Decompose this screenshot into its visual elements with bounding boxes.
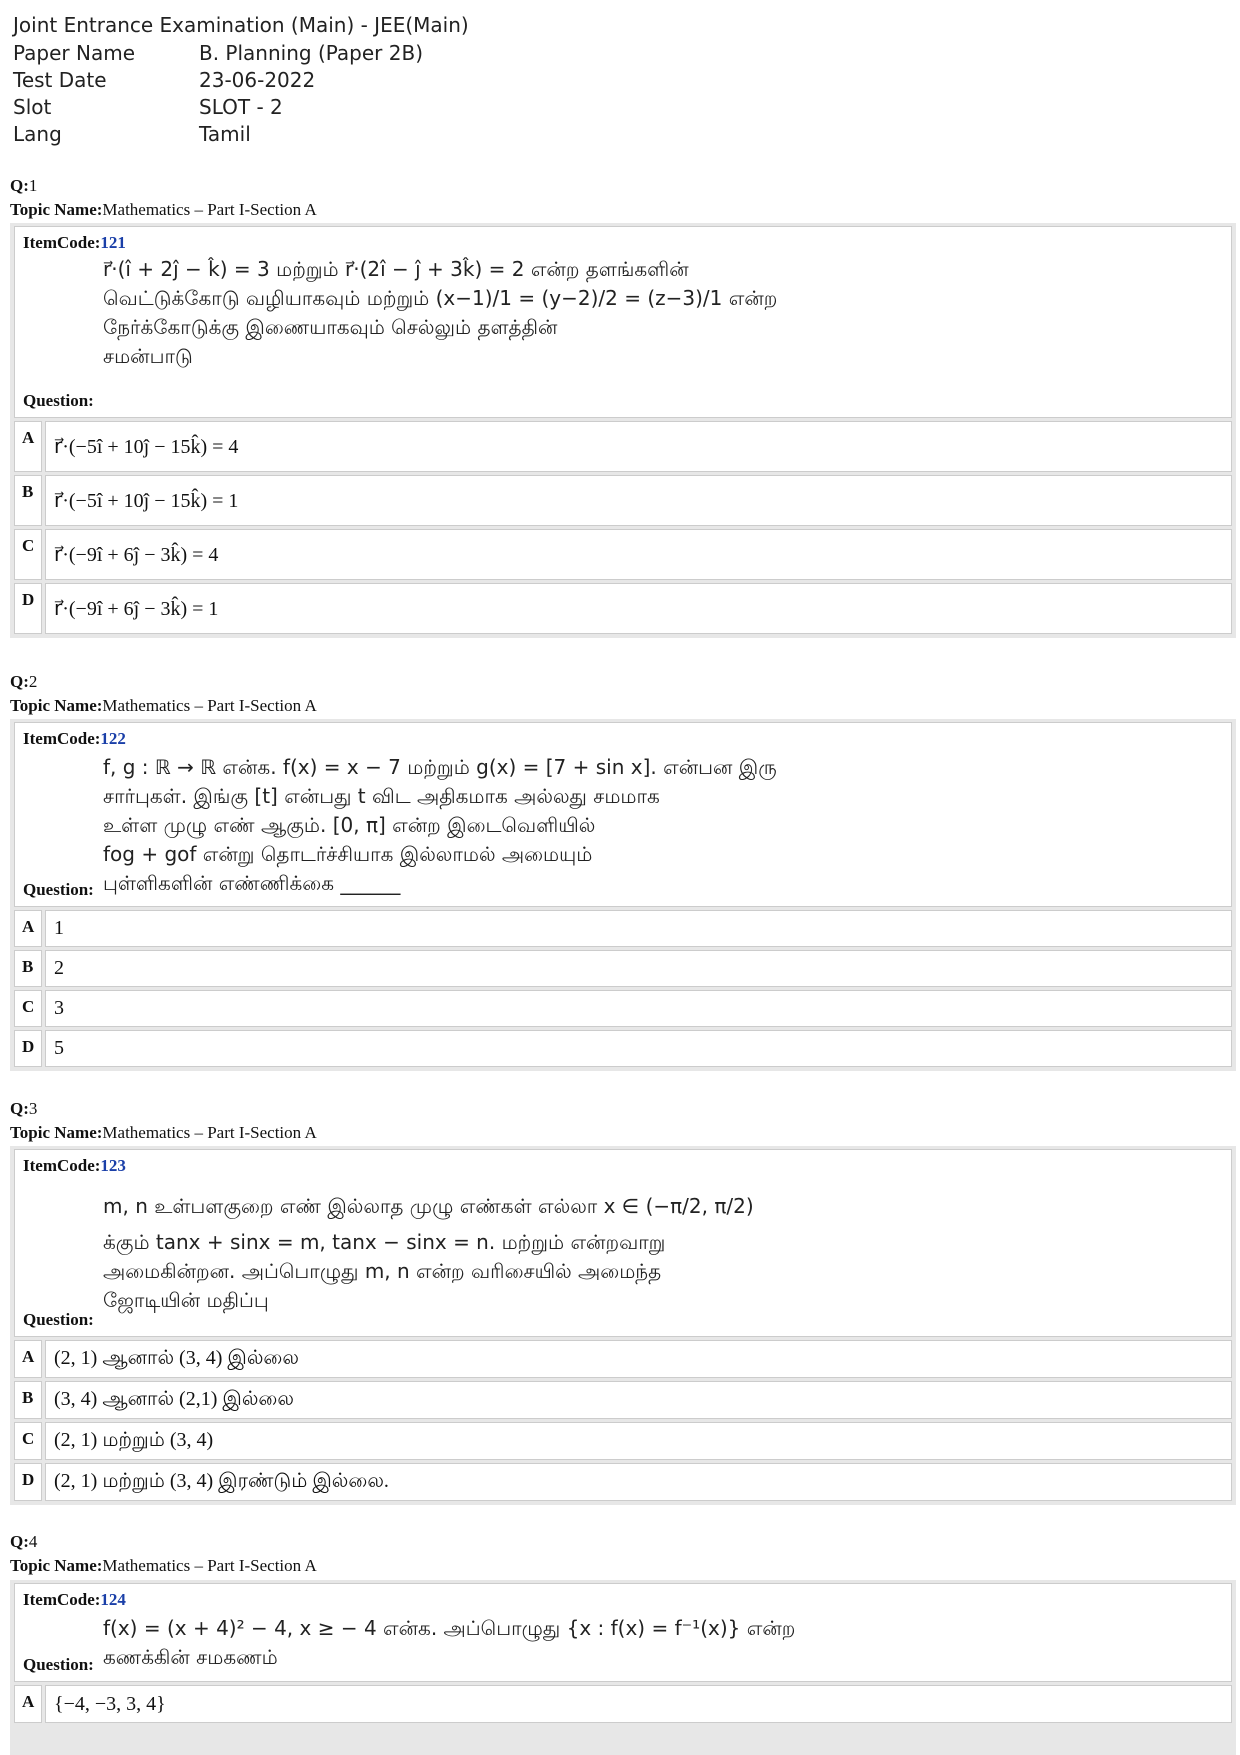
stem-line: வெட்டுக்கோடு வழியாகவும் மற்றும் (x−1)/1 = (y−2)/2 = (z−3)/1 என்ற <box>103 286 778 310</box>
stem-line: m, n உள்பளகுறை எண் இல்லாத முழு எண்கள் எல்லா x ∈ (−π/2, π/2) <box>103 1194 754 1218</box>
meta-key: Test Date <box>13 68 107 92</box>
item-code: ItemCode:121 <box>23 233 126 252</box>
option-text: (2, 1) மற்றும் (3, 4) <box>45 1422 1232 1460</box>
option-text: r⃗·(−5î + 10ĵ − 15k̂) = 1 <box>45 475 1232 526</box>
option-letter: C <box>14 529 42 580</box>
q-prefix: Q: <box>10 1099 29 1118</box>
question-number: 3 <box>28 1099 38 1118</box>
question-label: Question: <box>23 880 94 899</box>
option-a[interactable] <box>14 1685 1232 1723</box>
question-text <box>103 255 1211 371</box>
option-text: 1 <box>45 910 1232 947</box>
option-c[interactable] <box>14 990 1232 1027</box>
option-text: 5 <box>45 1030 1232 1067</box>
stem-line: f, g : ℝ → ℝ என்க. f(x) = x − 7 மற்றும் g(x) = [7 + sin x]. என்பன இரு <box>103 755 777 779</box>
option-letter: D <box>14 1030 42 1067</box>
option-a[interactable] <box>14 910 1232 947</box>
option-text: {−4, −3, 3, 4} <box>45 1685 1232 1723</box>
question-4-header <box>10 1530 317 1578</box>
option-text: (2, 1) மற்றும் (3, 4) இரண்டும் இல்லை. <box>45 1463 1232 1501</box>
option-letter: C <box>14 990 42 1027</box>
option-text: 2 <box>45 950 1232 987</box>
option-text: r⃗·(−5î + 10ĵ − 15k̂) = 4 <box>45 421 1232 472</box>
option-b[interactable] <box>14 950 1232 987</box>
option-letter: B <box>14 1381 42 1419</box>
stem-line: கணக்கின் சமகணம் <box>103 1645 278 1669</box>
question-2-box <box>10 719 1236 1071</box>
topic-name: Mathematics – Part I-Section A <box>102 1123 317 1142</box>
meta-value: B. Planning (Paper 2B) <box>199 41 423 65</box>
exam-title: Joint Entrance Examination (Main) - JEE(Main) <box>13 13 469 37</box>
option-letter: A <box>14 910 42 947</box>
question-1-box <box>10 223 1236 638</box>
option-text: 3 <box>45 990 1232 1027</box>
question-3-header <box>10 1097 317 1145</box>
option-a[interactable] <box>14 421 1232 472</box>
meta-row-slot <box>13 94 469 121</box>
question-label: Question: <box>23 1310 94 1329</box>
question-3-box <box>10 1146 1236 1505</box>
question-1-header <box>10 174 317 222</box>
option-text: r⃗·(−9î + 6ĵ − 3k̂) = 1 <box>45 583 1232 634</box>
item-code: ItemCode:123 <box>23 1156 126 1175</box>
option-text: r⃗·(−9î + 6ĵ − 3k̂) = 4 <box>45 529 1232 580</box>
meta-row-paper-name <box>13 40 469 67</box>
question-number: 4 <box>28 1532 38 1551</box>
option-letter: A <box>14 1340 42 1378</box>
meta-row-test-date <box>13 67 469 94</box>
document-header <box>13 10 469 148</box>
question-4-box <box>10 1580 1236 1755</box>
topic-name: Mathematics – Part I-Section A <box>102 1556 317 1575</box>
meta-key: Slot <box>13 95 52 119</box>
item-code-value: 121 <box>100 233 126 252</box>
question-text <box>103 1614 1211 1672</box>
option-c[interactable] <box>14 1422 1232 1460</box>
topic-name: Mathematics – Part I-Section A <box>102 696 317 715</box>
meta-row-lang <box>13 121 469 148</box>
option-d[interactable] <box>14 583 1232 634</box>
question-stem <box>14 1583 1232 1682</box>
question-number: 1 <box>28 176 38 195</box>
question-stem <box>14 722 1232 907</box>
option-letter: D <box>14 583 42 634</box>
question-label: Question: <box>23 1655 94 1674</box>
stem-line: fog + gof என்று தொடர்ச்சியாக இல்லாமல் அமையும் <box>103 842 593 866</box>
meta-key: Paper Name <box>13 41 136 65</box>
stem-line: அமைகின்றன. அப்பொழுது m, n என்ற வரிசையில் அமைந்த <box>103 1259 662 1283</box>
question-stem <box>14 1149 1232 1337</box>
stem-line: f(x) = (x + 4)² − 4, x ≥ − 4 என்க. அப்பொழுது {x : f(x) = f⁻¹(x)} என்ற <box>103 1616 796 1640</box>
question-stem <box>14 226 1232 418</box>
meta-key: Lang <box>13 122 62 146</box>
stem-line: க்கும் tanx + sinx = m, tanx − sinx = n. மற்றும் என்றவாறு <box>103 1230 666 1254</box>
option-a[interactable] <box>14 1340 1232 1378</box>
option-letter: B <box>14 950 42 987</box>
option-d[interactable] <box>14 1030 1232 1067</box>
topic-prefix: Topic Name: <box>10 1123 103 1142</box>
item-code: ItemCode:124 <box>23 1590 126 1609</box>
topic-prefix: Topic Name: <box>10 200 103 219</box>
meta-value: 23-06-2022 <box>199 68 316 92</box>
topic-name: Mathematics – Part I-Section A <box>102 200 317 219</box>
topic-prefix: Topic Name: <box>10 696 103 715</box>
meta-value: SLOT - 2 <box>199 95 283 119</box>
option-letter: A <box>14 1685 42 1723</box>
option-b[interactable] <box>14 1381 1232 1419</box>
stem-line: புள்ளிகளின் எண்ணிக்கை ______ <box>103 871 401 895</box>
item-code-value: 122 <box>100 729 126 748</box>
option-letter: A <box>14 421 42 472</box>
stem-line: உள்ள முழு எண் ஆகும். [0, π] என்ற இடைவெளியில் <box>103 813 596 837</box>
option-letter: C <box>14 1422 42 1460</box>
question-number: 2 <box>28 672 38 691</box>
option-letter: D <box>14 1463 42 1501</box>
stem-line: சமன்பாடு <box>103 344 193 368</box>
q-prefix: Q: <box>10 176 29 195</box>
stem-line: r⃗·(î + 2ĵ − k̂) = 3 மற்றும் r⃗·(2î − ĵ + 3k̂) = 2 என்ற தளங்களின் <box>103 257 689 281</box>
question-label: Question: <box>23 391 94 410</box>
option-c[interactable] <box>14 529 1232 580</box>
question-text <box>103 1184 1211 1315</box>
option-text: (2, 1) ஆனால் (3, 4) இல்லை <box>45 1340 1232 1378</box>
q-prefix: Q: <box>10 1532 29 1551</box>
question-text <box>103 753 1211 898</box>
q-prefix: Q: <box>10 672 29 691</box>
question-2-header <box>10 670 317 718</box>
topic-prefix: Topic Name: <box>10 1556 103 1575</box>
stem-line: சார்புகள். இங்கு [t] என்பது t விட அதிகமாக அல்லது சமமாக <box>103 784 660 808</box>
item-code-value: 124 <box>100 1590 126 1609</box>
option-b[interactable] <box>14 475 1232 526</box>
option-text: (3, 4) ஆனால் (2,1) இல்லை <box>45 1381 1232 1419</box>
stem-line: நேர்க்கோடுக்கு இணையாகவும் செல்லும் தளத்தின் <box>103 315 558 339</box>
meta-value: Tamil <box>199 122 251 146</box>
stem-line: ஜோடியின் மதிப்பு <box>103 1288 269 1312</box>
item-code-value: 123 <box>100 1156 126 1175</box>
option-d[interactable] <box>14 1463 1232 1501</box>
option-letter: B <box>14 475 42 526</box>
item-code: ItemCode:122 <box>23 729 126 748</box>
